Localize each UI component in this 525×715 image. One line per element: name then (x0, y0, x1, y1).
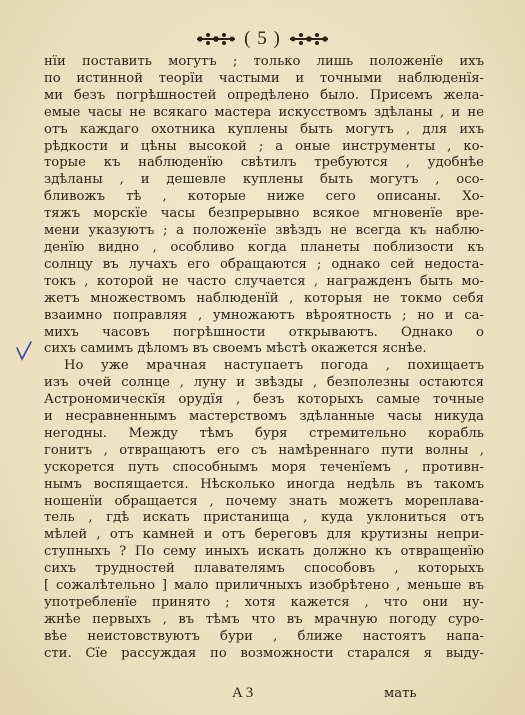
text-line: токъ , которой не часто случается , награжденъ быть мо- (44, 273, 484, 289)
text-line: нїи поставить могутъ ; только лишь положенїе ихъ (44, 54, 484, 69)
text-line: взаимно поправляя , умножаютъ вѣроятность ; но и са- (44, 307, 484, 323)
text-line: гонитъ , отвращаютъ его съ намѣреннаго пути волны , (44, 442, 484, 458)
text-line: жнѣе первыхъ , въ тѣмъ что въ мрачную погоду суро- (44, 611, 484, 627)
text-line: ношенїи обращается , почему знать можетъ мореплава- (44, 493, 484, 509)
text-line: отъ каждаго охотника куплены быть могутъ , для ихъ (44, 121, 484, 137)
text-line: по истинной теорїи частыми и точными наблюденїя- (44, 70, 484, 86)
text-line: сихъ самимъ дѣломъ въ своемъ мѣстѣ окажется яснѣе. (44, 341, 427, 357)
page-footer (0, 685, 525, 705)
text-line: употребленїе принято ; хотя кажется , что они ну- (44, 595, 484, 610)
page-number: ( 5 ) (244, 28, 281, 49)
right-ornament-icon (287, 31, 331, 47)
text-line: мѣлей , отъ камней и отъ береговъ для крутизны непри- (44, 527, 484, 543)
paragraph-start-line: Но уже мрачная наступаетъ погода , похищаетъ (64, 358, 484, 374)
text-line: емые часы не всякаго мастера искусствомъ здѣланы , и не (44, 104, 484, 120)
signature-mark: A 3 (232, 685, 254, 701)
text-line: торые къ наблюденїю свѣтилъ требуются , удобнѣе (44, 155, 484, 171)
text-line: [ сожалѣтельно ] мало приличныхъ изобрѣтено , меньше въ (44, 578, 484, 594)
text-line: сихъ трудностей плавателямъ способовъ , которыхъ (44, 561, 484, 577)
text-line: жетъ множествомъ наблюденїй , которыя не токмо себя (44, 290, 484, 306)
text-line: рѣдкости и цѣны высокой ; а оные инструменты , ко- (44, 138, 484, 154)
text-line: вѣе неистовствуютъ бури , ближе настоятъ напа- (44, 628, 484, 644)
catchword: мать (384, 686, 417, 701)
text-line: тель , гдѣ искать пристанища , куда уклониться отъ (44, 510, 484, 526)
text-line: ми безъ погрѣшностей опредѣлено было. Присемъ жела- (44, 87, 484, 103)
text-line: Астрономическїя орудїя , безъ которыхъ самые точные (44, 392, 484, 408)
body-text (44, 54, 484, 663)
text-line: негодны. Между тѣмъ буря стремительно корабль (44, 425, 484, 441)
text-line: тяжъ морскїе часы безпрерывно всякое мгновенїе вре- (44, 206, 484, 222)
text-line: бливожъ тѣ , которые ниже сего описаны. Хо- (44, 189, 484, 205)
text-line: сти. Сїе рассуждая по возможности старался я выду- (44, 645, 484, 661)
left-ornament-icon (194, 31, 238, 47)
text-line: здѣланы , и дешевле куплены быть могутъ , осо- (44, 172, 484, 188)
text-line: нымъ воспящается. Нѣсколько иногда недѣль въ такомъ (44, 476, 484, 492)
text-line: денїю видно , особливо когда планеты поблизости къ (44, 239, 484, 255)
text-line: изъ очей солнце , луну и звѣзды , безполезны остаются (44, 375, 484, 391)
text-line: мени указуютъ ; а положенїе звѣздъ не всегда къ наблю- (44, 223, 484, 239)
text-line: и несравненнымъ мастерствомъ здѣланные часы никуда (44, 409, 484, 425)
text-line: ступныхъ ? По сему иныхъ искать должно къ отвращенїю (44, 544, 484, 560)
text-line: солнцу въ лучахъ его обращаются ; однако сей недоста- (44, 256, 484, 272)
checkmark-annotation-icon (14, 340, 34, 362)
text-line: михъ часовъ погрѣшности открываютъ. Однако о (44, 324, 484, 340)
page-header (0, 26, 525, 52)
text-line: ускорется путь способнымъ моря теченїемъ , противн- (44, 459, 484, 475)
